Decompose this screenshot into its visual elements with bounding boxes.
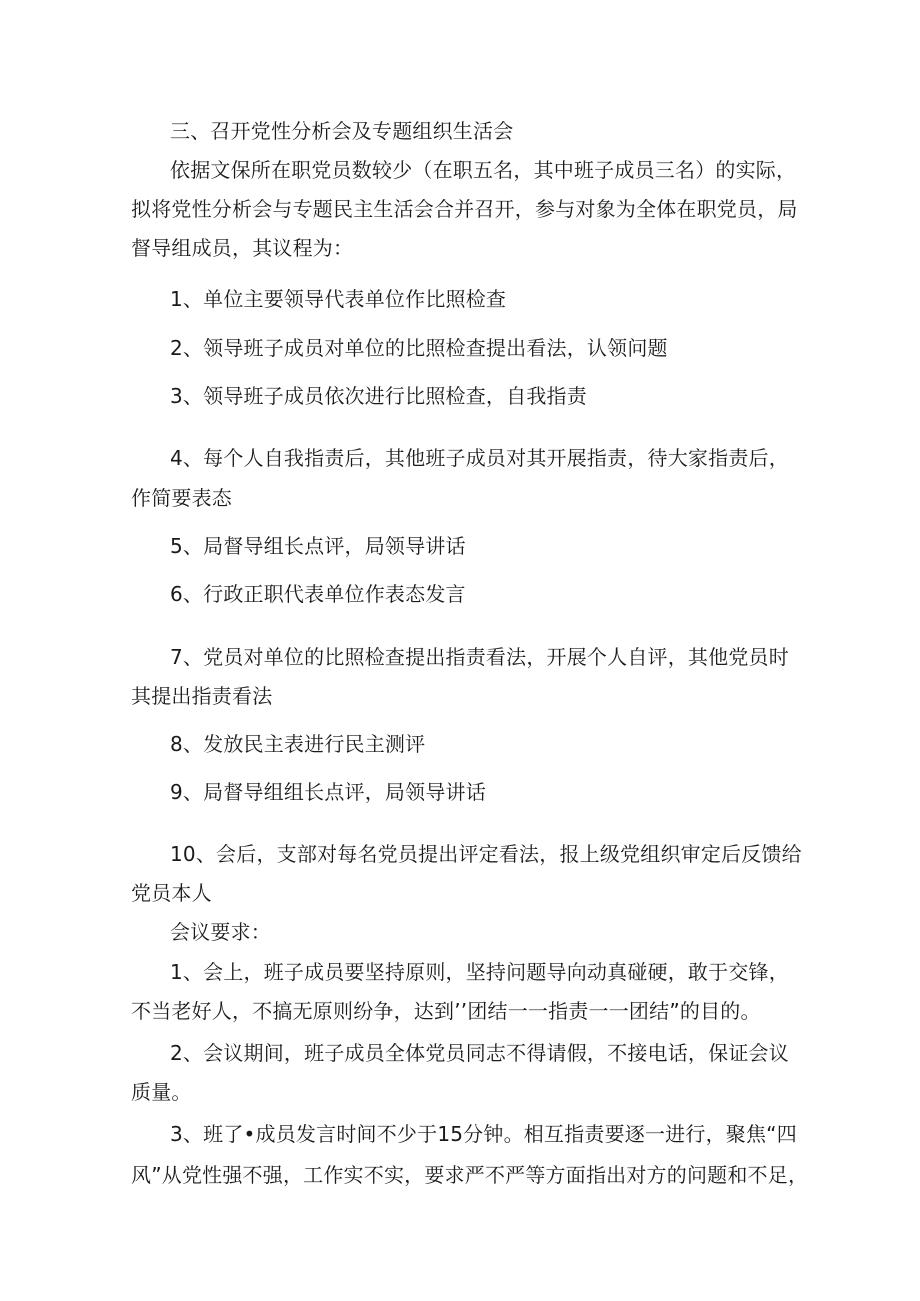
agenda-item-7-line-2: 其提出指责看法 <box>131 684 273 708</box>
agenda-item-4-line-2: 作简要表态 <box>131 486 232 510</box>
requirements-title: 会议要求： <box>170 920 271 944</box>
agenda-item-9: 9、局督导组组长点评，局领导讲话 <box>170 780 486 804</box>
agenda-item-5: 5、局督导组长点评，局领导讲话 <box>170 534 466 558</box>
agenda-item-4-line-1: 4、每个人自我指责后，其他班子成员对其开展指责，待大家指责后， <box>170 446 789 470</box>
intro-line-2: 拟将党性分析会与专题民主生活会合并召开，参与对象为全体在职党员，局 <box>131 197 798 221</box>
requirement-2-line-2: 质量。 <box>131 1080 192 1104</box>
agenda-item-3: 3、领导班子成员依次进行比照检查，自我指责 <box>170 384 587 408</box>
agenda-item-8: 8、发放民主表进行民主测评 <box>170 732 426 756</box>
requirement-2-line-1: 2、会议期间，班子成员全体党员同志不得请假，不接电话，保证会议 <box>170 1041 789 1065</box>
agenda-item-2: 2、领导班子成员对单位的比照检查提出看法，认领问题 <box>170 336 668 360</box>
intro-line-3: 督导组成员，其议程为： <box>131 236 354 260</box>
agenda-item-1: 1、单位主要领导代表单位作比照检查 <box>170 287 507 311</box>
agenda-item-6: 6、行政正职代表单位作表态发言 <box>170 582 466 606</box>
section-heading: 三、召开党性分析会及专题组织生活会 <box>170 119 514 143</box>
requirement-3-line-2: 风”从党性强不强，工作实不实，要求严不严等方面指出对方的问题和不足， <box>131 1163 809 1187</box>
agenda-item-10-line-2: 党员本人 <box>131 881 212 905</box>
requirement-1-line-1: 1、会上，班子成员要坚持原则，坚持问题导向动真碰硬，敢于交锋， <box>170 960 789 984</box>
intro-line-1: 依据文保所在职党员数较少（在职五名，其中班子成员三名）的实际， <box>170 158 797 182</box>
agenda-item-10-line-1: 10、会后，支部对每名党员提出评定看法，报上级党组织审定后反馈给 <box>170 842 802 866</box>
requirement-3-line-1: 3、班了•成员发言时间不少于15分钟。相互指责要逐一进行，聚焦“四 <box>170 1122 797 1146</box>
requirement-1-line-2: 不当老好人，不搞无原则纷争，达到’’团结一一指责一一团结”的目的。 <box>131 999 761 1023</box>
agenda-item-7-line-1: 7、党员对单位的比照检查提出指责看法，开展个人自评，其他党员时 <box>170 645 789 669</box>
